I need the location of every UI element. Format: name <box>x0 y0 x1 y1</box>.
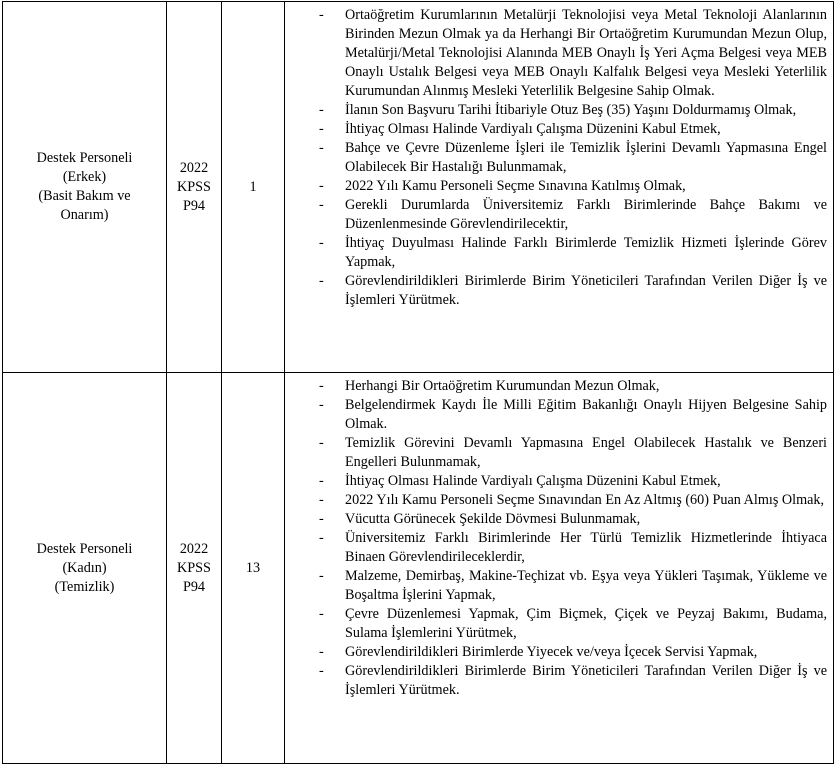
requirement-item <box>285 139 827 177</box>
requirement-item <box>285 101 827 120</box>
exam-cell <box>167 373 222 764</box>
bullet-dash: - <box>319 606 324 622</box>
exam-line: KPSS <box>177 178 211 195</box>
table-row <box>3 2 834 373</box>
position-count-cell <box>222 2 285 373</box>
position-title-line: Destek Personeli <box>36 150 133 166</box>
bullet-dash: - <box>319 197 324 213</box>
requirement-item <box>285 662 827 700</box>
requirement-item <box>285 605 827 643</box>
position-count: 13 <box>245 559 261 576</box>
exam-cell <box>167 2 222 373</box>
positions-table <box>2 1 834 764</box>
bullet-dash: - <box>319 235 324 251</box>
requirement-text: İhtiyaç Olması Halinde Vardiyalı Çalışma Düzenini Kabul Etmek, <box>345 473 721 489</box>
bullet-dash: - <box>319 663 324 679</box>
bullet-dash: - <box>319 511 324 527</box>
exam-line: 2022 <box>179 159 209 176</box>
requirements-cell <box>285 2 834 373</box>
requirement-item <box>285 434 827 472</box>
requirement-item <box>285 643 827 662</box>
requirement-item <box>285 396 827 434</box>
requirement-text: Ortaöğretim Kurumlarının Metalürji Teknolojisi veya Metal Teknoloji Alanlarının Birinden Mezun Olmak ya da Herhangi Bir Ortaöğretim Kurumundan Mezun Olup, Metalürji/Metal Teknolojisi Alanında MEB Onaylı İş Yeri Açma Belgesi veya MEB Onaylı Ustalık Belgesi veya MEB Onaylı Kalfalık Belgesi veya Mesleki Yeterlilik Kurumundan Alınmış Mesleki Yeterlilik Belgesine Sahip Olmak. <box>345 7 827 99</box>
requirements-list <box>285 6 827 310</box>
requirement-item <box>285 491 827 510</box>
requirement-text: İhtiyaç Duyulması Halinde Farklı Birimlerde Temizlik Hizmeti İşlerinde Görev Yapmak, <box>345 235 827 270</box>
requirement-item <box>285 177 827 196</box>
requirement-item <box>285 120 827 139</box>
bullet-dash: - <box>319 530 324 546</box>
requirement-text: Malzeme, Demirbaş, Makine-Teçhizat vb. Eşya veya Yükleri Taşımak, Yükleme ve Boşaltma İşlerini Yapmak, <box>345 568 827 603</box>
requirement-text: Üniversitemiz Farklı Birimlerinde Her Türlü Temizlik Hizmetlerinde İhtiyaca Binaen Görevlendirileceklerdir, <box>345 530 827 565</box>
bullet-dash: - <box>319 140 324 156</box>
position-title-cell <box>3 373 167 764</box>
bullet-dash: - <box>319 435 324 451</box>
requirement-text: İhtiyaç Olması Halinde Vardiyalı Çalışma Düzenini Kabul Etmek, <box>345 121 721 137</box>
bullet-dash: - <box>319 178 324 194</box>
bullet-dash: - <box>319 121 324 137</box>
requirement-text: İlanın Son Başvuru Tarihi İtibariyle Otuz Beş (35) Yaşını Doldurmamış Olmak, <box>345 102 797 118</box>
bullet-dash: - <box>319 644 324 660</box>
requirement-item <box>285 6 827 101</box>
requirement-text: Gerekli Durumlarda Üniversitemiz Farklı Birimlerinde Bahçe Bakımı ve Düzenlenmesinde Görevlendirilecektir, <box>345 197 827 232</box>
requirement-text: Vücutta Görünecek Şekilde Dövmesi Bulunmamak, <box>345 511 641 527</box>
position-title-line: Destek Personeli <box>36 540 133 557</box>
requirement-text: Temizlik Görevini Devamlı Yapmasına Engel Olabilecek Hastalık ve Benzeri Engelleri Bulunmamak, <box>345 435 827 470</box>
requirement-item <box>285 510 827 529</box>
requirement-text: Görevlendirildikleri Birimlerde Yiyecek ve/veya İçecek Servisi Yapmak, <box>345 644 758 660</box>
requirement-text: 2022 Yılı Kamu Personeli Seçme Sınavından En Az Altmış (60) Puan Almış Olmak, <box>345 492 825 508</box>
bullet-dash: - <box>319 473 324 489</box>
bullet-dash: - <box>319 378 324 394</box>
requirement-item <box>285 472 827 491</box>
requirement-text: 2022 Yılı Kamu Personeli Seçme Sınavına Katılmış Olmak, <box>345 178 686 194</box>
exam-line: P94 <box>182 578 206 595</box>
position-title-line: (Temizlik) <box>54 578 115 595</box>
position-count-cell <box>222 373 285 764</box>
position-title-cell <box>3 2 167 373</box>
bullet-dash: - <box>319 273 324 289</box>
position-title-line: (Erkek) <box>62 169 107 185</box>
requirements-cell <box>285 373 834 764</box>
requirement-text: Herhangi Bir Ortaöğretim Kurumundan Mezun Olmak, <box>345 378 660 394</box>
bullet-dash: - <box>319 568 324 584</box>
bullet-dash: - <box>319 7 324 23</box>
exam-line: P94 <box>182 197 206 214</box>
position-title-line: Onarım) <box>60 207 109 223</box>
table-row <box>3 373 834 764</box>
position-title-line: (Kadın) <box>62 559 107 576</box>
requirement-text: Çevre Düzenlemesi Yapmak, Çim Biçmek, Çiçek ve Peyzaj Bakımı, Budama, Sulama İşlemlerini Yürütmek, <box>345 606 827 641</box>
requirement-text: Bahçe ve Çevre Düzenleme İşleri ile Temizlik İşlerini Devamlı Yapmasına Engel Olabilecek Bir Hastalığı Bulunmamak, <box>345 140 827 175</box>
exam-line: KPSS <box>177 559 211 576</box>
requirement-text: Görevlendirildikleri Birimlerde Birim Yöneticileri Tarafından Verilen Diğer İş ve İşlemleri Yürütmek. <box>345 273 827 308</box>
exam-line: 2022 <box>179 540 209 557</box>
requirements-list <box>285 377 827 700</box>
bullet-dash: - <box>319 102 324 118</box>
requirement-item <box>285 567 827 605</box>
bullet-dash: - <box>319 397 324 413</box>
requirement-item <box>285 377 827 396</box>
requirement-text: Görevlendirildikleri Birimlerde Birim Yöneticileri Tarafından Verilen Diğer İş ve İşlemleri Yürütmek. <box>345 663 827 698</box>
position-count: 1 <box>249 178 257 195</box>
requirement-text: Belgelendirmek Kaydı İle Milli Eğitim Bakanlığı Onaylı Hijyen Belgesine Sahip Olmak. <box>345 397 827 432</box>
requirement-item <box>285 196 827 234</box>
position-title-line: (Basit Bakım ve <box>38 188 131 204</box>
requirement-item <box>285 272 827 310</box>
bullet-dash: - <box>319 492 324 508</box>
requirement-item <box>285 529 827 567</box>
requirement-item <box>285 234 827 272</box>
